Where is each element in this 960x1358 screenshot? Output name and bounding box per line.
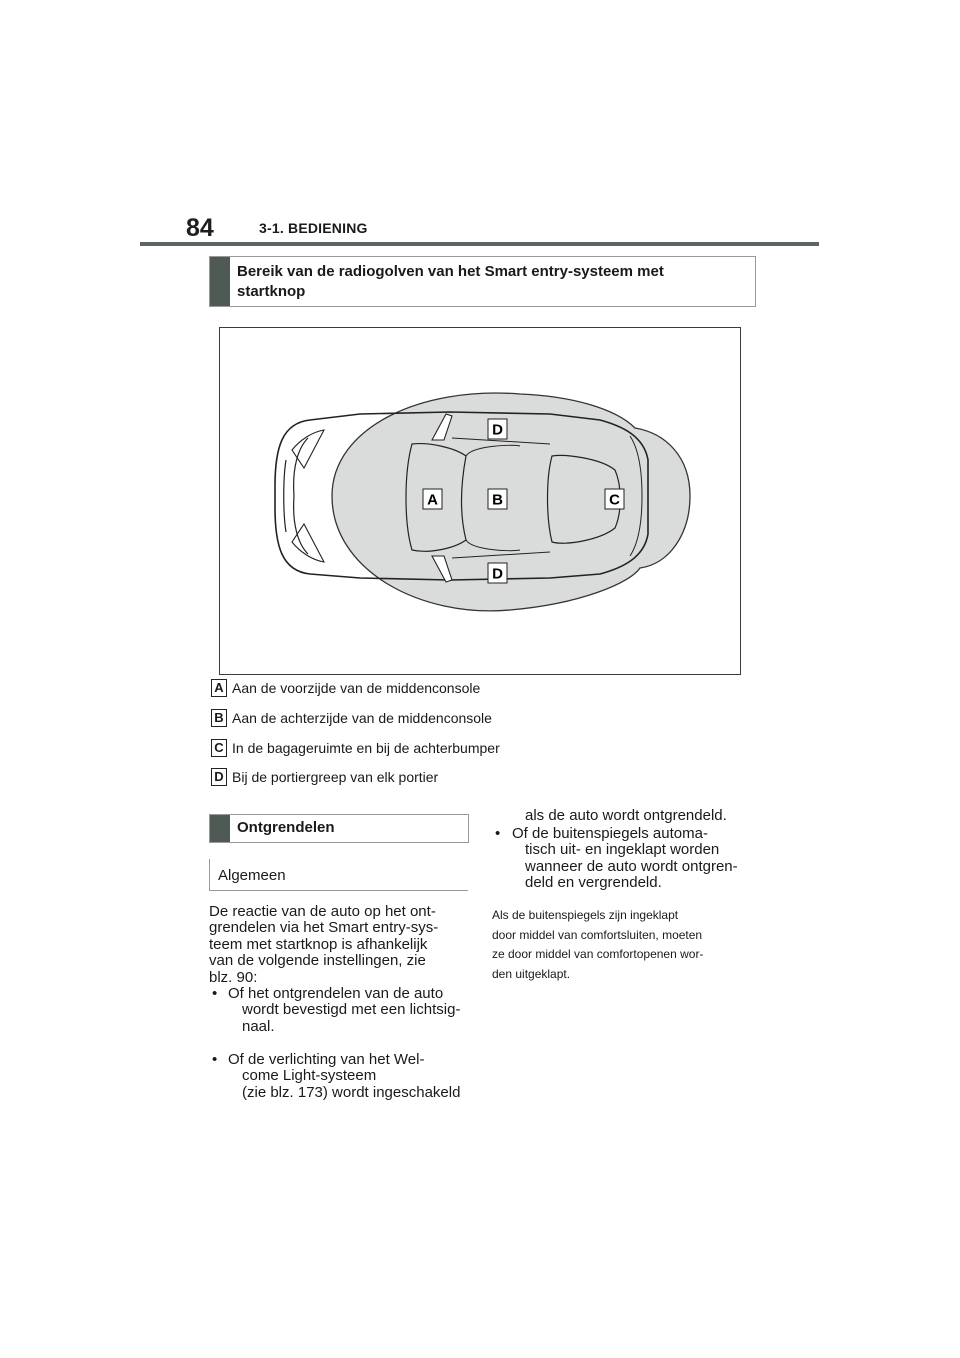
note-line: door middel van comfortsluiten, moeten	[492, 927, 703, 942]
legend-badge-a: A	[211, 679, 227, 697]
bullet-line: deld en vergrendeld.	[525, 874, 662, 892]
bullet-line: Of de buitenspiegels automa-	[512, 825, 708, 842]
bullet-line: naal.	[242, 1017, 275, 1035]
legend-badge-c: C	[211, 739, 227, 757]
note-line: Als de buitenspiegels zijn ingeklapt	[492, 908, 679, 922]
legend-badge-d: D	[211, 768, 227, 786]
unlock-intro	[209, 904, 479, 986]
section-accent-bar	[210, 815, 230, 842]
continuation-text: als de auto wordt ontgrendeld.	[525, 807, 727, 824]
legend-badge-b: B	[211, 709, 227, 727]
intro-line: teem met startknop is afhankelijk	[209, 935, 428, 953]
note-line: ze door middel van comfortopenen wor-	[492, 947, 704, 961]
label-d-bottom	[488, 563, 507, 583]
car-range-diagram	[220, 328, 740, 674]
mirror-note	[492, 906, 762, 984]
label-c-text: C	[609, 491, 620, 509]
bullet-line: (zie blz. 173) wordt ingeschakeld	[242, 1083, 461, 1101]
label-c	[605, 489, 624, 509]
intro-line: blz. 90:	[209, 968, 258, 986]
bullet-item-light-signal	[212, 986, 482, 1035]
title-accent-bar	[210, 257, 230, 306]
intro-line: De reactie van de auto op het ont-	[209, 903, 436, 920]
bullet-item-mirrors	[495, 826, 765, 892]
legend-text-c: In de bagageruimte en bij de achterbumper	[232, 740, 500, 756]
bullet-line: Of de verlichting van het Wel-	[228, 1051, 425, 1068]
figure-title-line-1: Bereik van de radiogolven van het Smart entry-systeem met	[237, 263, 664, 280]
bullet-line: Of het ontgrendelen van de auto	[228, 985, 444, 1002]
label-b-text: B	[492, 491, 503, 509]
bullet-item-welcome-light	[212, 1052, 482, 1101]
label-a	[423, 489, 442, 509]
unlock-section-title-box	[209, 814, 469, 843]
label-b	[488, 489, 507, 509]
header-divider	[140, 242, 819, 246]
unlock-section-title: Ontgrendelen	[237, 819, 335, 836]
label-d-top	[488, 419, 507, 439]
figure-title-box	[209, 256, 756, 307]
bullet-icon: •	[212, 1051, 218, 1068]
label-d-bottom-text: D	[492, 565, 503, 583]
subheading-text: Algemeen	[218, 867, 286, 884]
page-number: 84	[186, 214, 214, 242]
legend-text-b: Aan de achterzijde van de middenconsole	[232, 710, 492, 726]
bullet-line: wordt bevestigd met een lichtsig-	[242, 1001, 461, 1019]
bullet-icon: •	[495, 825, 501, 842]
legend-text-a: Aan de voorzijde van de middenconsole	[232, 680, 481, 696]
legend-text-d: Bij de portiergreep van elk portier	[232, 769, 439, 785]
bullet-line: tisch uit- en ingeklapt worden	[525, 841, 720, 859]
note-line: den uitgeklapt.	[492, 966, 571, 981]
label-a-text: A	[427, 491, 438, 509]
bullet-line: come Light-systeem	[242, 1067, 377, 1085]
intro-line: grendelen via het Smart entry-sys-	[209, 919, 439, 937]
bullet-icon: •	[212, 985, 218, 1002]
label-d-top-text: D	[492, 421, 503, 439]
subheading-algemeen	[209, 859, 468, 891]
intro-line: van de volgende instellingen, zie	[209, 952, 426, 970]
bullet-line: wanneer de auto wordt ontgren-	[525, 857, 738, 875]
car-range-figure	[219, 327, 741, 675]
figure-title-line-2: startknop	[237, 283, 306, 300]
section-title: 3-1. BEDIENING	[259, 220, 368, 236]
